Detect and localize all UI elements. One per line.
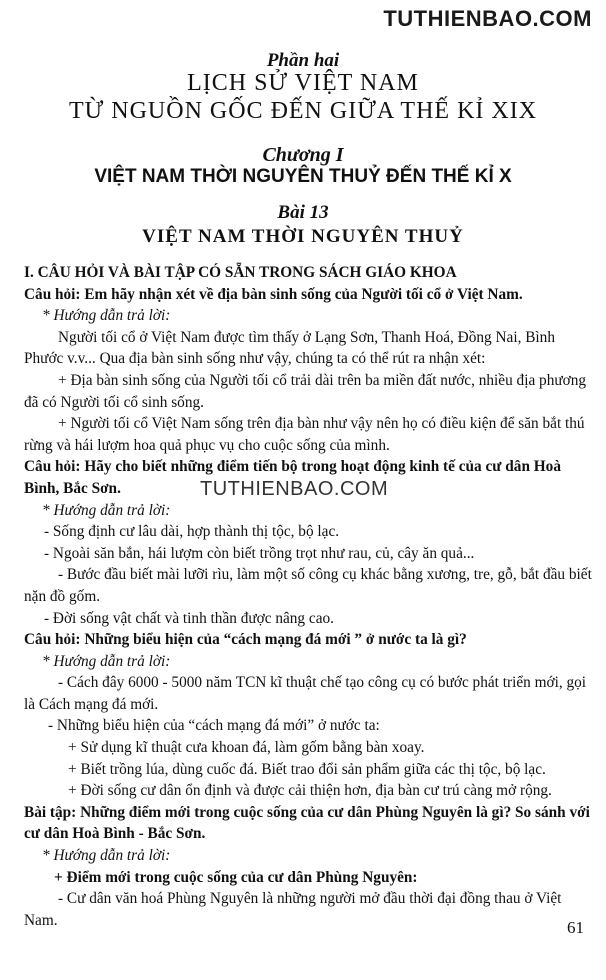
- answer-2-item: - Đời sống vật chất và tinh thần được nâng cao.: [44, 609, 334, 627]
- answer-2-item: - Ngoài săn bắn, hái lượm còn biết trồng trọt như rau, củ, cây ăn quả...: [44, 544, 475, 562]
- answer-3-item: + Sử dụng kĩ thuật cưa khoan đá, làm gốm bằng bàn xoay.: [68, 739, 425, 757]
- section-heading: I. CÂU HỎI VÀ BÀI TẬP CÓ SẴN TRONG SÁCH GIÁO KHOA: [24, 264, 457, 281]
- answer-1-point: + Người tối cổ Việt Nam sống trên địa bàn như vậy nên họ có điều kiện để săn bắt thú rừng và hái lượm hoa quả phục vụ cho cuộc sống của mình.: [24, 415, 585, 454]
- question-2: Câu hỏi: Hãy cho biết những điểm tiến bộ trong hoạt động kinh tế của cư dân Hoà Bình, Bắc Sơn.: [24, 458, 561, 497]
- chapter-title: VIỆT NAM THỜI NGUYÊN THUỶ ĐẾN THẾ KỈ X: [94, 166, 512, 187]
- watermark-top: TUTHIENBAO.COM: [383, 6, 592, 31]
- answer-4-paragraph: - Cư dân văn hoá Phùng Nguyên là những người mở đầu thời đại đồng thau ở Việt Nam.: [24, 890, 562, 929]
- answer-1-paragraph: Người tối cổ ở Việt Nam được tìm thấy ở Lạng Sơn, Thanh Hoá, Đồng Nai, Bình Phước v.v... Qua địa bàn sinh sống như vậy, chúng ta có thể rút ra nhận xét:: [24, 328, 555, 368]
- lesson-title: VIỆT NAM THỜI NGUYÊN THUỶ: [142, 226, 464, 247]
- part-title-line2: TỪ NGUỒN GỐC ĐẾN GIỮA THẾ KỈ XIX: [68, 98, 538, 124]
- part-title-line1: LỊCH SỬ VIỆT NAM: [187, 70, 419, 96]
- answer-2-item: - Bước đầu biết mài lưỡi rìu, làm một số công cụ khác bằng xương, tre, gỗ, bắt đầu biết nặn đồ gốm.: [24, 566, 592, 605]
- answer-3-item: + Biết trồng lúa, dùng cuốc đá. Biết trao đổi sản phẩm giữa các thị tộc, bộ lạc.: [68, 760, 546, 778]
- question-1: Câu hỏi: Em hãy nhận xét về địa bàn sinh sống của Người tối cổ ở Việt Nam.: [24, 285, 523, 303]
- answer-3-paragraph: - Những biểu hiện của “cách mạng đá mới” ở nước ta:: [48, 717, 380, 735]
- answer-guide-4: * Hướng dẫn trả lời:: [42, 847, 171, 865]
- answer-2-item: - Sống định cư lâu dài, hợp thành thị tộc, bộ lạc.: [44, 523, 340, 541]
- chapter-label: Chương I: [262, 144, 344, 166]
- answer-3-paragraph: - Cách đây 6000 - 5000 năm TCN kĩ thuật chế tạo công cụ có bước phát triển mới, gọi là Cách mạng đá mới.: [24, 674, 587, 713]
- watermark-middle: TUTHIENBAO.COM: [200, 478, 389, 500]
- answer-guide-1: * Hướng dẫn trả lời:: [42, 307, 171, 325]
- answer-3-item: + Đời sống cư dân ổn định và được cải thiện hơn, địa bàn cư trú càng mở rộng.: [68, 782, 552, 800]
- page-body: [24, 262, 594, 931]
- page-number: 61: [567, 918, 584, 937]
- question-3: Câu hỏi: Những biểu hiện của “cách mạng đá mới ” ở nước ta là gì?: [24, 631, 467, 649]
- answer-4-subheading: + Điểm mới trong cuộc sống của cư dân Phùng Nguyên:: [54, 868, 418, 886]
- lesson-label: Bài 13: [277, 202, 329, 223]
- answer-guide-2: * Hướng dẫn trả lời:: [42, 501, 171, 519]
- exercise-4: Bài tập: Những điểm mới trong cuộc sống của cư dân Phùng Nguyên là gì? So sánh với cư dân Hoà Bình - Bắc Sơn.: [24, 803, 590, 843]
- answer-guide-3: * Hướng dẫn trả lời:: [42, 652, 171, 670]
- answer-1-point: + Địa bàn sinh sống của Người tối cổ trải dài trên ba miền đất nước, nhiều địa phương đã có Người tối cổ sinh sống.: [24, 371, 587, 411]
- part-label: Phần hai: [266, 50, 340, 71]
